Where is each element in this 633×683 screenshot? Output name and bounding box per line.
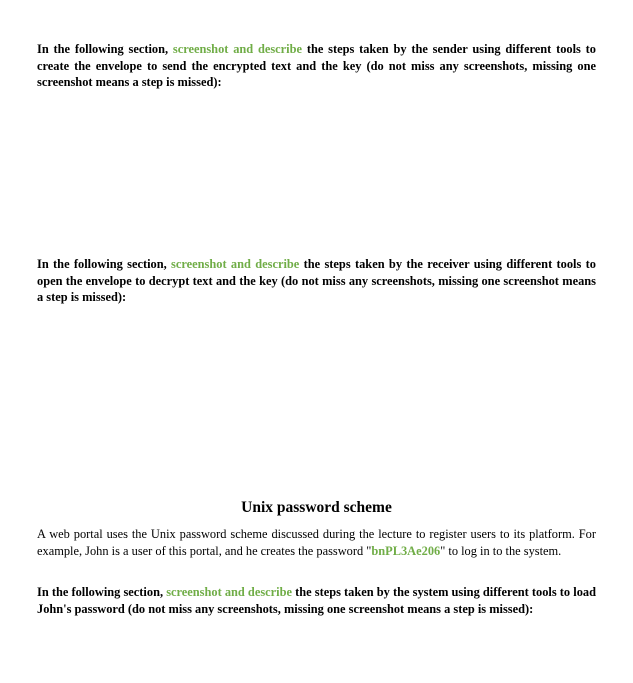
receiver-instructions-intro: In the following section, [37,257,172,271]
sender-instructions-highlight: screenshot and describe [172,42,303,56]
unix-password-description [37,526,596,559]
unix-description-after: " to log in to the system. [440,543,562,558]
system-instructions [37,584,596,617]
unix-password-heading: Unix password scheme [241,499,392,516]
system-instructions-rest: the steps taken by the system using different tools to load John's password (do not miss any screenshots, missing one screenshot means a step is missed): [37,585,596,616]
system-instructions-intro: In the following section, [37,585,167,599]
receiver-instructions [37,256,596,306]
sender-instructions-intro: In the following section, [37,42,173,56]
sender-instructions [37,41,596,91]
receiver-instructions-highlight: screenshot and describe [171,257,300,271]
receiver-instructions-rest: the steps taken by the receiver using different tools to open the envelope to decrypt text and the key (do not miss any screenshots, missing one screenshot means a step is missed): [37,257,596,304]
system-instructions-highlight: screenshot and describe [166,585,292,599]
sender-instructions-rest: the steps taken by the sender using different tools to create the envelope to send the encrypted text and the key (do not miss any screenshots, missing one screenshot means a step is missed): [37,42,596,89]
unix-description-before: A web portal uses the Unix password scheme discussed during the lecture to register users to its platform. For example, John is a user of this portal, and he creates the password " [37,527,596,558]
password-value: bnPL3Ae206 [371,543,441,558]
